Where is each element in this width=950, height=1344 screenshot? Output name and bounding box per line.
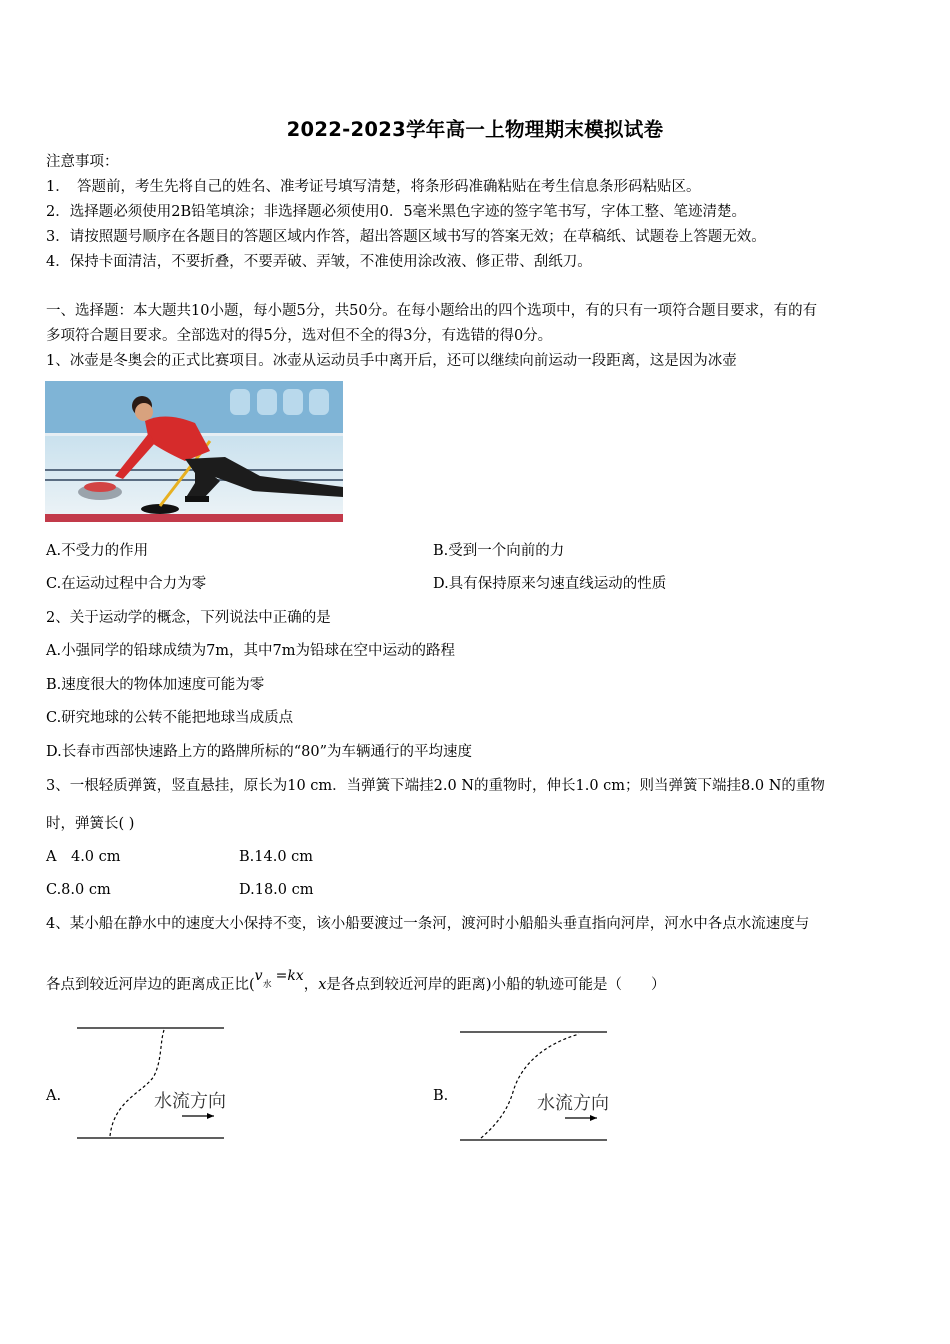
- boat-trajectory: [110, 1030, 164, 1136]
- q4-stem-post: 是各点到较近河岸的距离)小船的轨迹可能是（ ）: [326, 977, 666, 993]
- notice-heading: 注意事项：: [46, 154, 119, 170]
- q4-option-a-label: A.: [46, 1088, 62, 1104]
- q2-option-a: A.小强同学的铅球成绩为7m，其中7m为铅球在空中运动的路程: [46, 643, 456, 659]
- q4-stem-line-2: [46, 968, 666, 997]
- q2-option-c: C.研究地球的公转不能把地球当成质点: [46, 710, 294, 726]
- q3-option-b: B.14.0 cm: [239, 849, 314, 865]
- page-title: 2022-2023学年高一上物理期末模拟试卷: [286, 118, 664, 141]
- q1-option-d: D.具有保持原来匀速直线运动的性质: [433, 576, 667, 592]
- q2-option-d: D.长春市西部快速路上方的路牌所标的“80”为车辆通行的平均速度: [46, 744, 472, 760]
- q1-stem: 1、冰壶是冬奥会的正式比赛项目。冰壶从运动员手中离开后，还可以继续向前运动一段距离，这是因为冰壶: [46, 353, 737, 369]
- boat-trajectory: [481, 1034, 579, 1138]
- curling-photo: [45, 381, 343, 522]
- q3-option-c: C.8.0 cm: [46, 882, 111, 898]
- q1-option-c: C.在运动过程中合力为零: [46, 576, 207, 592]
- q4-stem-mid: ，: [303, 977, 319, 993]
- q1-option-b: B.受到一个向前的力: [433, 543, 565, 559]
- q4-formula-rest: =kx: [275, 968, 304, 984]
- flow-direction-label: 水流方向: [537, 1093, 609, 1114]
- flow-arrow-icon: [590, 1115, 597, 1121]
- q3-option-a: A 4.0 cm: [46, 849, 121, 865]
- q3-stem-line-2: 时，弹簧长( ): [46, 816, 135, 832]
- q2-option-b: B.速度很大的物体加速度可能为零: [46, 677, 265, 693]
- curling-photo-image: [45, 381, 343, 522]
- q3-option-d: D.18.0 cm: [239, 882, 314, 898]
- q1-option-a: A.不受力的作用: [46, 543, 149, 559]
- q4-formula-sub: 水: [262, 980, 272, 990]
- notice-item-2: 2．选择题必须使用2B铅笔填涂；非选择题必须使用0．5毫米黑色字迹的签字笔书写，字体工整、笔迹清楚。: [46, 204, 747, 220]
- q4-formula-v: v: [254, 968, 263, 984]
- q4-stem-pre: 各点到较近河岸边的距离成正比(: [46, 977, 255, 993]
- flow-arrow-icon: [207, 1113, 214, 1119]
- notice-item-1: 1． 答题前，考生先将自己的姓名、准考证号填写清楚，将条形码准确粘贴在考生信息条形码粘贴区。: [46, 179, 701, 195]
- q4-diagram-b: [455, 1020, 615, 1150]
- q4-stem-var: x: [318, 977, 327, 993]
- q3-stem-line-1: 3、一根轻质弹簧，竖直悬挂，原长为10 cm．当弹簧下端挂2.0 N的重物时，伸长1.0 cm；则当弹簧下端挂8.0 N的重物: [46, 778, 825, 794]
- q4-option-b-label: B.: [433, 1088, 449, 1104]
- flow-direction-label: 水流方向: [154, 1091, 226, 1112]
- notice-item-4: 4．保持卡面清洁，不要折叠，不要弄破、弄皱，不准使用涂改液、修正带、刮纸刀。: [46, 254, 592, 270]
- q2-stem: 2、关于运动学的概念，下列说法中正确的是: [46, 610, 331, 626]
- section-1-intro-line-2: 多项符合题目要求。全部选对的得5分，选对但不全的得3分，有选错的得0分。: [46, 328, 553, 344]
- q4-stem-line-1: 4、某小船在静水中的速度大小保持不变，该小船要渡过一条河，渡河时小船船头垂直指向河岸，河水中各点水流速度与: [46, 916, 810, 932]
- notice-item-3: 3．请按照题号顺序在各题目的答题区域内作答，超出答题区域书写的答案无效；在草稿纸、试题卷上答题无效。: [46, 229, 766, 245]
- q4-diagram-a: [72, 1020, 232, 1150]
- section-1-intro-line-1: 一、选择题：本大题共10小题，每小题5分，共50分。在每小题给出的四个选项中，有的只有一项符合题目要求，有的有: [46, 303, 818, 319]
